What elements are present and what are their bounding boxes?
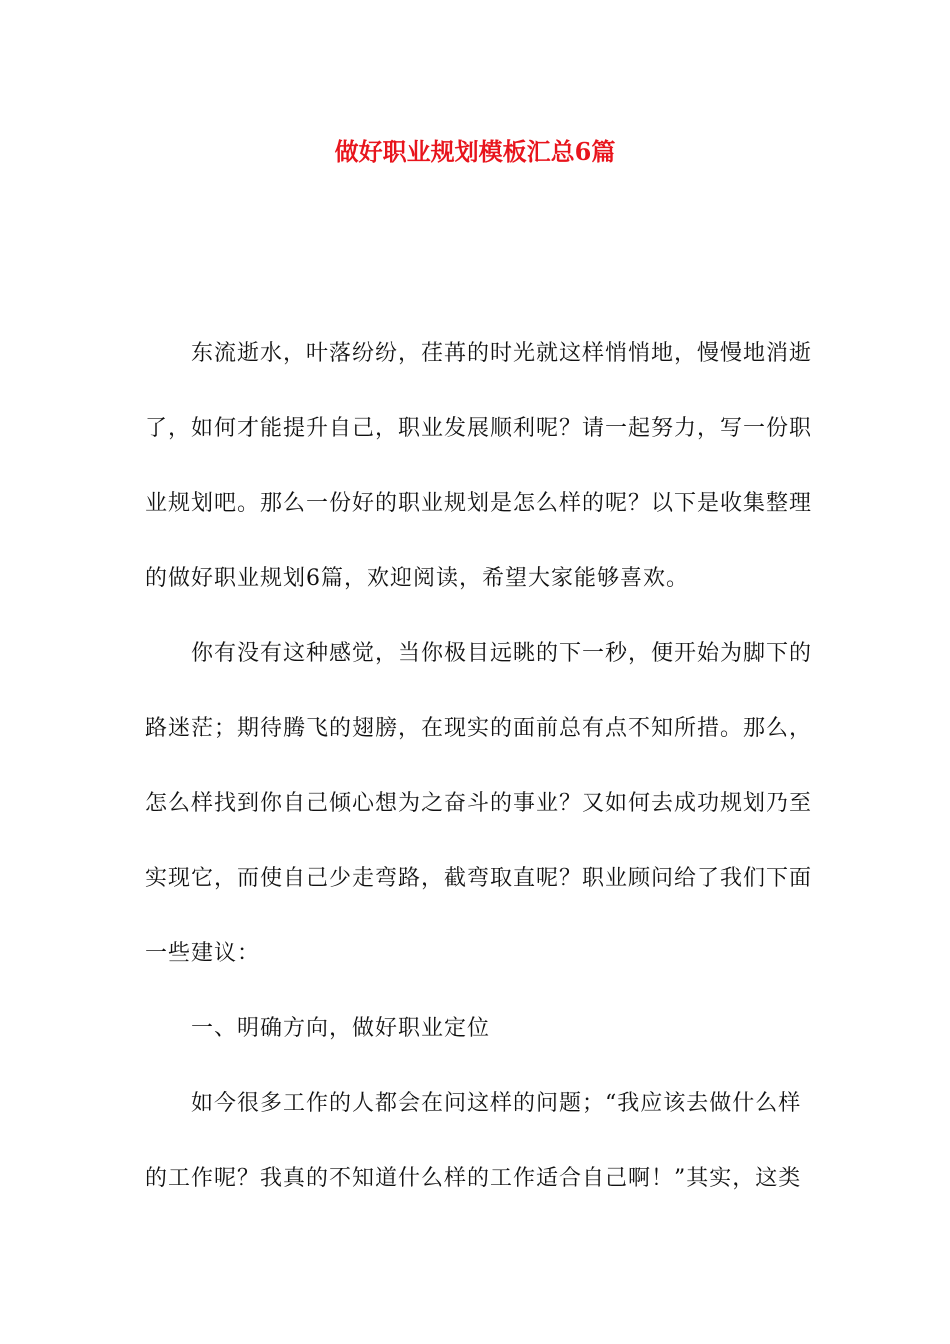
- paragraph-feeling: [145, 616, 813, 991]
- text-line: 如今很多工作的人都会在问这样的问题；“我应该去做什么样: [191, 1091, 802, 1116]
- text-line: 你有没有这种感觉，当你极目远眺的下一秒，便开始为脚下的: [191, 641, 813, 666]
- text-line: 业规划吧。那么一份好的职业规划是怎么样的呢？以下是收集整理: [145, 491, 813, 516]
- paragraph-question: [145, 1066, 809, 1216]
- text-line: 实现它，而使自己少走弯路，截弯取直呢？职业顾问给了我们下面: [145, 866, 813, 891]
- section-heading-1: [145, 991, 809, 1066]
- document-title: 做好职业规划模板汇总6篇: [334, 137, 616, 166]
- text-line: 路迷茫；期待腾飞的翅膀，在现实的面前总有点不知所措。那么，: [145, 716, 813, 741]
- paragraph-intro: [145, 316, 813, 616]
- text-line: 了，如何才能提升自己，职业发展顺利呢？请一起努力，写一份职: [145, 416, 813, 441]
- text-line: 的做好职业规划6篇，欢迎阅读，希望大家能够喜欢。: [145, 566, 689, 591]
- text-line: 东流逝水，叶落纷纷，荏苒的时光就这样悄悄地，慢慢地消逝: [191, 341, 813, 366]
- text-line: 一、明确方向，做好职业定位: [191, 1016, 491, 1041]
- text-line: 一些建议：: [145, 941, 261, 966]
- document-body: [145, 316, 813, 1216]
- text-line: 的工作呢？我真的不知道什么样的工作适合自己啊！”其实，这类: [145, 1166, 802, 1191]
- text-line: 怎么样找到你自己倾心想为之奋斗的事业？又如何去成功规划乃至: [145, 791, 813, 816]
